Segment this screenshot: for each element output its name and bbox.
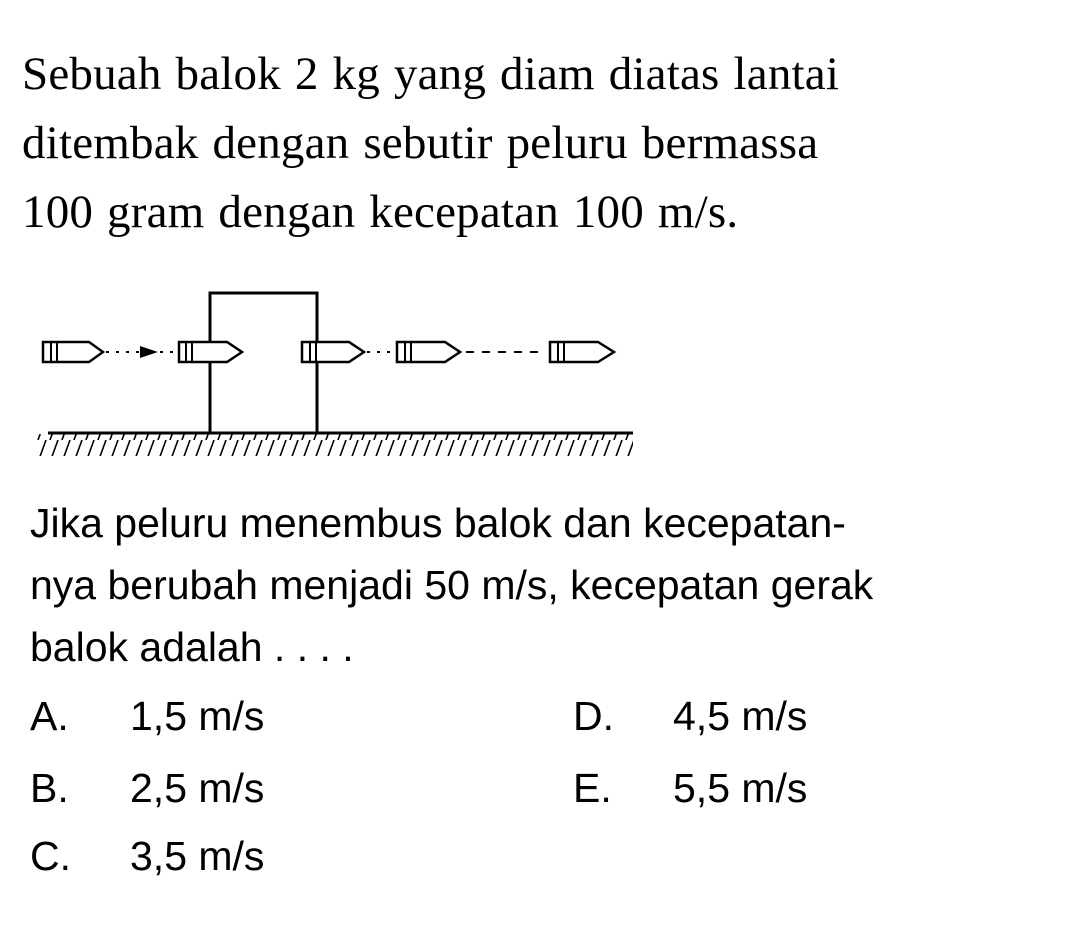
problem-line-2: ditembak dengan sebutir peluru bermassa: [22, 117, 819, 169]
arrow-head-icon: [140, 346, 158, 358]
problem-line-3: 100 gram dengan kecepatan 100 m/s.: [22, 186, 739, 238]
option-c[interactable]: [30, 831, 264, 881]
bullet-icon: [397, 342, 460, 362]
option-a[interactable]: [30, 691, 264, 741]
option-text: 2,5 m/s: [130, 765, 265, 811]
option-letter: D.: [573, 693, 614, 739]
option-b[interactable]: [30, 763, 264, 813]
bullet-icon: [302, 342, 364, 362]
option-text: 4,5 m/s: [673, 693, 808, 739]
option-text: 1,5 m/s: [130, 693, 265, 739]
option-e[interactable]: [573, 763, 807, 813]
option-letter: C.: [30, 833, 71, 879]
block: [210, 293, 317, 433]
question-line-2: nya berubah menjadi 50 m/s, kecepatan gerak: [30, 562, 874, 608]
problem-line-1: Sebuah balok 2 kg yang diam diatas lantai: [22, 48, 840, 100]
question-line-3: balok adalah . . . .: [30, 624, 354, 670]
option-letter: A.: [30, 693, 69, 739]
bullet-icon: [43, 342, 103, 362]
option-text: 5,5 m/s: [673, 765, 808, 811]
option-d[interactable]: [573, 691, 807, 741]
ground-hatching: [36, 434, 633, 456]
question-line-1: Jika peluru menembus balok dan kecepatan-: [30, 500, 846, 546]
bullet-icon: [550, 342, 614, 362]
problem-statement: [22, 40, 1067, 247]
option-letter: B.: [30, 765, 69, 811]
question-text: [30, 492, 1060, 678]
option-letter: E.: [573, 765, 612, 811]
bullet-icon: [179, 342, 242, 362]
option-text: 3,5 m/s: [130, 833, 265, 879]
